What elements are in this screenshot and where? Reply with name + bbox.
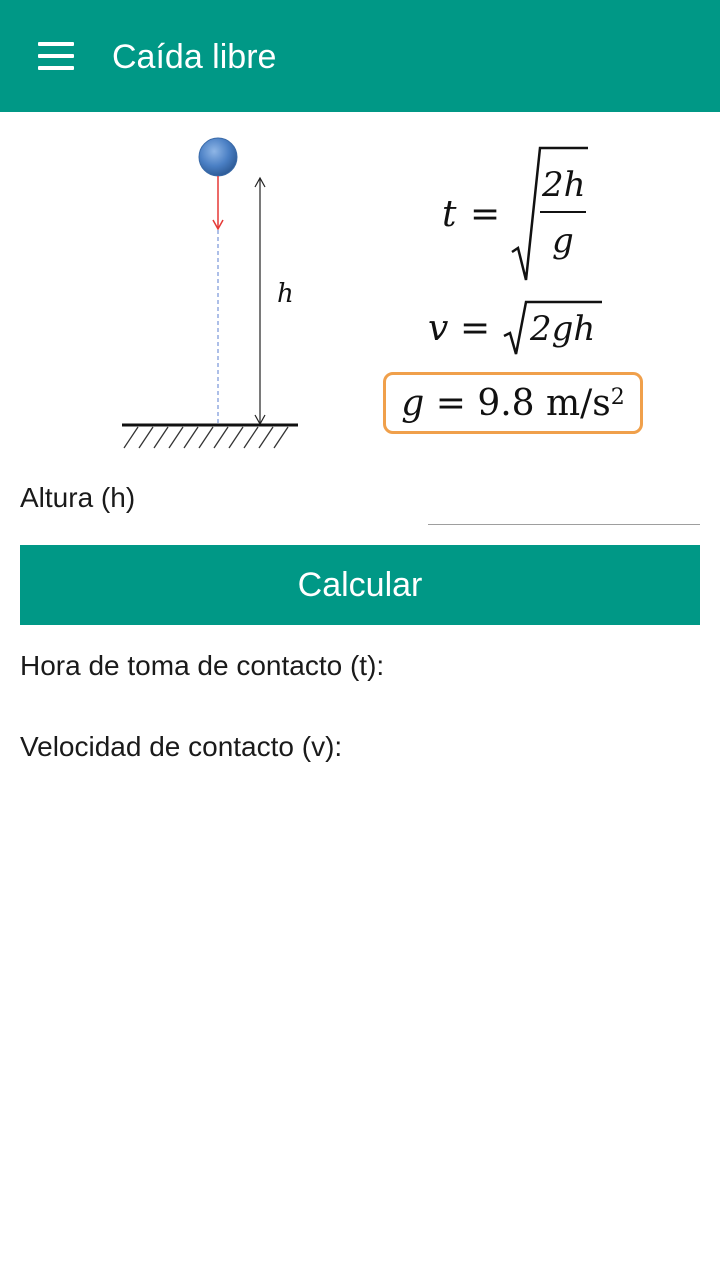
velocity-formula (424, 296, 614, 360)
velocity-formula-radicand: 2gh (530, 309, 596, 349)
gravity-exponent: 2 (610, 384, 625, 410)
gravity-constant-box: g = 9.8 m/s $^2$ (383, 372, 643, 434)
gravity-symbol: g (401, 382, 425, 424)
calculate-button[interactable]: Calcular (20, 545, 700, 625)
svg-text:=: = (470, 194, 501, 235)
ball-icon (199, 138, 237, 176)
app-bar (0, 0, 720, 112)
height-label: h (277, 279, 294, 309)
time-formula-denominator: g (552, 221, 574, 261)
gravity-unit: m/s (546, 382, 611, 424)
height-input-label: Altura (h) (20, 482, 136, 513)
time-formula-lhs: t (442, 194, 457, 235)
time-result-label: Hora de toma de contacto (t): (20, 650, 385, 681)
velocity-formula-lhs: v (428, 308, 449, 349)
time-formula-numerator: 2h (542, 165, 586, 205)
free-fall-diagram (110, 130, 310, 460)
hamburger-menu-icon[interactable] (28, 32, 84, 80)
gravity-value: 9.8 (477, 382, 535, 424)
velocity-result-label: Velocidad de contacto (v): (20, 731, 343, 762)
app-title: Caída libre (112, 38, 277, 76)
height-input[interactable] (428, 486, 700, 525)
time-formula (430, 140, 610, 290)
svg-text:=: = (460, 308, 491, 349)
